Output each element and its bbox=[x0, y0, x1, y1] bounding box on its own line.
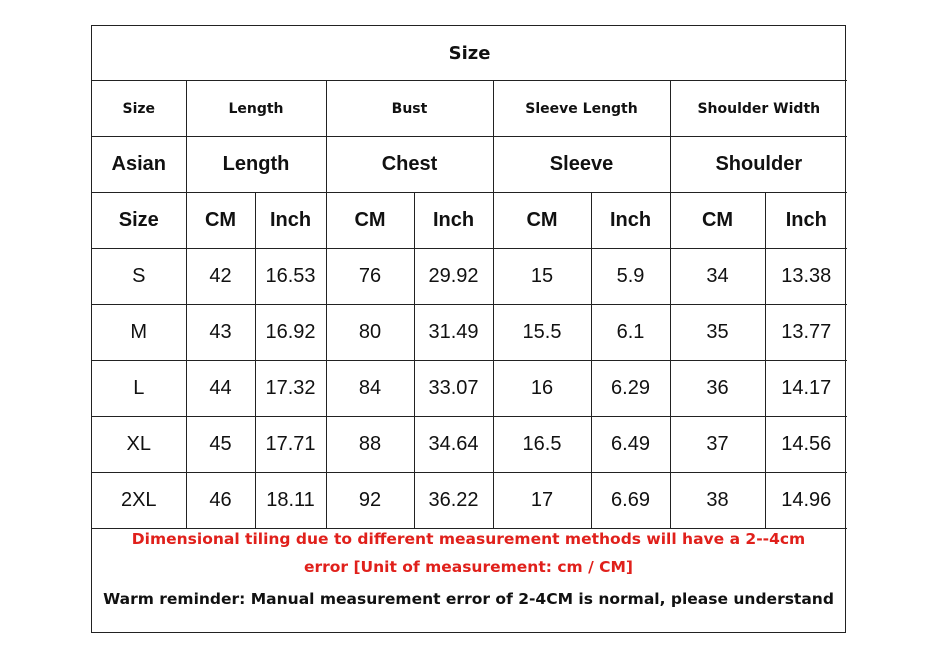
table-cell: 16.92 bbox=[255, 305, 326, 361]
table-cell: XL bbox=[92, 417, 186, 473]
table-cell: 16 bbox=[493, 361, 591, 417]
table-cell: 31.49 bbox=[414, 305, 493, 361]
table-cell: 45 bbox=[186, 417, 255, 473]
header-length: Length bbox=[186, 81, 326, 137]
table-cell: M bbox=[92, 305, 186, 361]
table-cell: 37 bbox=[670, 417, 765, 473]
table-cell: 16.53 bbox=[255, 249, 326, 305]
table-cell: 44 bbox=[186, 361, 255, 417]
measurement-error-note: Dimensional tiling due to different measurement methods will have a 2--4cm error [Unit of measurement: cm / CM] bbox=[131, 530, 806, 576]
table-cell: 2XL bbox=[92, 473, 186, 529]
table-cell: 35 bbox=[670, 305, 765, 361]
table-cell: 16.5 bbox=[493, 417, 591, 473]
table-cell: 34 bbox=[670, 249, 765, 305]
table-row bbox=[92, 361, 847, 417]
table-cell: 6.69 bbox=[591, 473, 670, 529]
table-cell: 76 bbox=[326, 249, 414, 305]
table-cell: 13.38 bbox=[765, 249, 847, 305]
table-cell: S bbox=[92, 249, 186, 305]
table-cell: 33.07 bbox=[414, 361, 493, 417]
table-cell: 38 bbox=[670, 473, 765, 529]
header-size: Size bbox=[92, 81, 186, 137]
unit-header: CM bbox=[670, 193, 765, 249]
unit-header: CM bbox=[326, 193, 414, 249]
table-cell: 29.92 bbox=[414, 249, 493, 305]
unit-header: Inch bbox=[414, 193, 493, 249]
header-chest: Chest bbox=[326, 137, 493, 193]
table-title: Size bbox=[92, 26, 847, 81]
table-cell: 15 bbox=[493, 249, 591, 305]
header-asian: Asian bbox=[92, 137, 186, 193]
table-cell: 88 bbox=[326, 417, 414, 473]
unit-header: Inch bbox=[591, 193, 670, 249]
table-row bbox=[92, 417, 847, 473]
table-cell: 43 bbox=[186, 305, 255, 361]
header-shoulder-width: Shoulder Width bbox=[670, 81, 847, 137]
size-table bbox=[92, 26, 847, 529]
header-row-english bbox=[92, 81, 847, 137]
header-sleeve-length: Sleeve Length bbox=[493, 81, 670, 137]
header-row-asian bbox=[92, 137, 847, 193]
table-cell: 5.9 bbox=[591, 249, 670, 305]
table-cell: 84 bbox=[326, 361, 414, 417]
table-cell: 18.11 bbox=[255, 473, 326, 529]
table-cell: 42 bbox=[186, 249, 255, 305]
table-cell: 14.17 bbox=[765, 361, 847, 417]
table-cell: 14.56 bbox=[765, 417, 847, 473]
table-cell: 6.49 bbox=[591, 417, 670, 473]
unit-header: Inch bbox=[255, 193, 326, 249]
table-cell: 34.64 bbox=[414, 417, 493, 473]
warm-reminder-note: Warm reminder: Manual measurement error of 2-4CM is normal, please understand bbox=[103, 590, 834, 608]
table-cell: 6.29 bbox=[591, 361, 670, 417]
table-cell: 15.5 bbox=[493, 305, 591, 361]
table-cell: 14.96 bbox=[765, 473, 847, 529]
table-cell: 46 bbox=[186, 473, 255, 529]
header-row-units bbox=[92, 193, 847, 249]
table-cell: 6.1 bbox=[591, 305, 670, 361]
notes-section bbox=[92, 523, 845, 632]
header-length-2: Length bbox=[186, 137, 326, 193]
table-cell: 80 bbox=[326, 305, 414, 361]
header-sleeve: Sleeve bbox=[493, 137, 670, 193]
header-shoulder: Shoulder bbox=[670, 137, 847, 193]
unit-header: CM bbox=[186, 193, 255, 249]
unit-header: Inch bbox=[765, 193, 847, 249]
table-cell: 17.32 bbox=[255, 361, 326, 417]
table-row bbox=[92, 249, 847, 305]
table-row bbox=[92, 305, 847, 361]
table-cell: 36 bbox=[670, 361, 765, 417]
table-cell: 17 bbox=[493, 473, 591, 529]
table-cell: 13.77 bbox=[765, 305, 847, 361]
table-cell: 92 bbox=[326, 473, 414, 529]
table-row bbox=[92, 473, 847, 529]
table-cell: 36.22 bbox=[414, 473, 493, 529]
table-cell: L bbox=[92, 361, 186, 417]
unit-header: CM bbox=[493, 193, 591, 249]
header-bust: Bust bbox=[326, 81, 493, 137]
size-chart bbox=[91, 25, 846, 633]
unit-header: Size bbox=[92, 193, 186, 249]
table-cell: 17.71 bbox=[255, 417, 326, 473]
